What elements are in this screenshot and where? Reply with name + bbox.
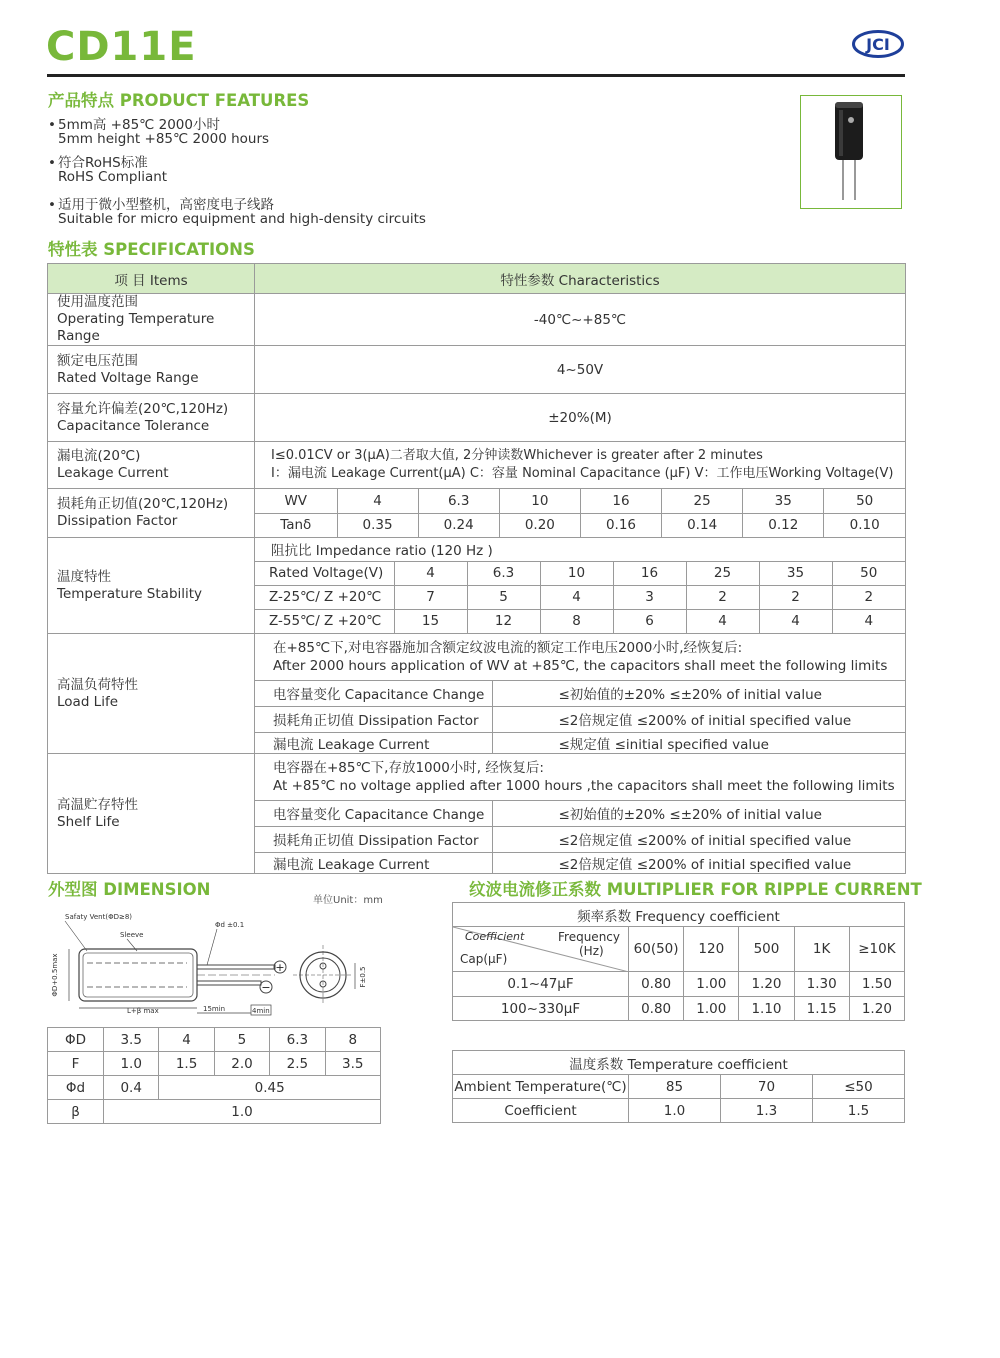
limit-value: ≤2倍规定值 ≤200% of initial specified value [492,706,905,732]
col-char-header: 特性参数 Characteristics [255,264,906,294]
temp-range-value: -40℃~+85℃ [255,294,906,346]
rv-value: 35 [759,561,832,585]
diameter-label: ΦD+0.5max [51,953,59,997]
z55-label: Z-55℃/ Z +20℃ [255,609,394,633]
limit-value: ≤2倍规定值 ≤200% of initial specified value [558,857,852,873]
dimension-table [47,1027,381,1124]
F-value: 1.5 [159,1052,214,1076]
limit-value: ≤规定值 ≤initial specified value [558,737,769,753]
row-label: 漏电流(20℃) Leakage Current [48,442,255,489]
load-life-cell [255,634,906,754]
wv-value: 6.3 [418,489,499,513]
row-label: 容量允许偏差(20℃,120Hz) Capacitance Tolerance [48,394,255,442]
z25-value: 5 [467,585,540,609]
multiplier-value: 1.00 [684,972,739,997]
multiplier-value: 1.20 [739,972,794,997]
table-row [48,754,906,874]
table-row [48,1028,381,1052]
diag-left: Coefficient [465,930,525,943]
table-row [48,538,906,634]
table-header-row [48,264,906,294]
cap-range: 100~330μF [453,997,629,1021]
col-items-header: 项 目 Items [48,264,255,294]
temperature-coefficient-table [452,1050,905,1123]
freq-value: 500 [739,927,794,972]
leakage-value: I≤0.01CV or 3(μA)二者取大值, 2分钟读数Whichever is greater after 2 minutes I：漏电流 Leakage Current(μA) C：容量 Nominal Capacitance (μF) V：工作电压Working Voltage(V) [255,442,906,489]
z55-value: 4 [759,609,832,633]
features-heading: 产品特点 PRODUCT FEATURES [48,91,310,110]
phiD-value: 5 [214,1028,269,1052]
multiplier-value: 1.15 [794,997,849,1021]
lead-length-label: 15min [203,1005,226,1013]
cap-range: 0.1~47μF [453,972,629,997]
ripple-table [452,902,905,1021]
diagonal-header [453,927,629,972]
rv-value: 10 [540,561,613,585]
phiD-value: 8 [325,1028,380,1052]
specifications-table [47,263,906,874]
phid-value: 0.4 [104,1076,159,1100]
z25-value: 2 [832,585,905,609]
beta-label: β [48,1100,104,1124]
dimension-heading: 外型图 DIMENSION [48,880,211,899]
coef-value: 1.3 [721,1099,813,1123]
header-rule [47,74,905,77]
coef-label: Coefficient [453,1099,629,1123]
rv-value: 4 [394,561,467,585]
table-row [48,1100,381,1124]
z25-value: 2 [759,585,832,609]
row-label: 损耗角正切值(20℃,120Hz) Dissipation Factor [48,489,255,538]
limit-label: 电容量变化 Capacitance Change [255,680,492,706]
limit-label: 损耗角正切值 Dissipation Factor [255,826,492,852]
page-title: CD11E [46,24,197,70]
table-row [48,346,906,394]
tan-value: 0.12 [743,513,824,537]
z25-label: Z-25℃/ Z +20℃ [255,585,394,609]
limit-label: 漏电流 Leakage Current [255,852,492,873]
limit-value: ≤初始值的±20% ≤±20% of initial value [492,800,905,826]
multiplier-value: 1.00 [684,997,739,1021]
vent-label: Safaty Vent(ΦD≥8) [65,913,133,921]
tan-value: 0.10 [849,517,880,534]
stability-cell [255,538,906,634]
lead-dia-label: Φd ±0.1 [215,921,245,929]
table-row [453,903,905,927]
table-row [453,927,905,972]
load-life-intro: 在+85℃下,对电容器施加含额定纹波电流的额定工作电压2000小时,经恢复后: After 2000 hours application of WV at +85℃, the capacitors shall meet the following limits [255,634,905,680]
beta-value: 1.0 [104,1100,381,1124]
F-value: 1.0 [104,1052,159,1076]
table-row [453,1051,905,1075]
z25-value: 2 [686,585,759,609]
phid-value: 0.45 [159,1076,381,1100]
temp-coef-title: 温度系数 Temperature coefficient [453,1051,905,1075]
table-row [453,972,905,997]
feature-1: • 5mm高 +85℃ 2000小时 [48,117,220,133]
tan-value: 0.24 [418,513,499,537]
feature-3: • 适用于微小型整机，高密度电子线路 [48,197,274,213]
limit-label: 漏电流 Leakage Current [255,732,492,753]
rv-value: 16 [613,561,686,585]
multiplier-value: 1.20 [849,997,904,1021]
multiplier-value: 0.80 [629,997,684,1021]
z55-value: 4 [686,609,759,633]
row-label: 使用温度范围 Operating Temperature Range [48,294,255,346]
freq-value: 60(50) [629,927,684,972]
tan-value: 0.35 [337,513,418,537]
temp-value: 85 [629,1075,721,1099]
product-photo [800,95,902,209]
wv-value: 25 [662,489,743,513]
coef-value: 1.5 [813,1099,905,1123]
F-label: F [48,1052,104,1076]
limit-value: ≤2倍规定值 ≤200% of initial specified value [492,826,905,852]
impedance-title: 阻抗比 Impedance ratio (120 Hz ) [255,538,905,561]
table-row [48,1052,381,1076]
F-value: 3.5 [325,1052,380,1076]
F-value: 2.5 [270,1052,325,1076]
dimension-drawing [47,905,387,1020]
freq-value: 120 [684,927,739,972]
row-label: 额定电压范围 Rated Voltage Range [48,346,255,394]
rv-value: 50 [832,561,905,585]
table-row [48,1076,381,1100]
rv-label: Rated Voltage(V) [255,561,394,585]
diag-top-unit: (Hz) [579,944,604,958]
phiD-label: ΦD [48,1028,104,1052]
table-row [48,634,906,754]
limit-label: 损耗角正切值 Dissipation Factor [255,706,492,732]
limit-label: 电容量变化 Capacitance Change [255,800,492,826]
svg-text:JCI: JCI [866,35,890,54]
feature-2: • 符合RoHS标准 [48,155,148,171]
unit-label: 单位Unit：mm [313,895,383,906]
multiplier-value: 0.80 [629,972,684,997]
z25-value: 7 [394,585,467,609]
table-row [48,294,906,346]
phid-label: Φd [48,1076,104,1100]
diag-top: Frequency [558,930,620,944]
table-row [48,489,906,538]
rv-value: 6.3 [467,561,540,585]
feature-1-en: 5mm height +85℃ 2000 hours [58,131,270,147]
tolerance-value: ±20%(M) [255,394,906,442]
multiplier-value: 1.10 [739,997,794,1021]
ripple-heading: 纹波电流修正系数 MULTIPLIER FOR RIPPLE CURRENT [469,880,922,899]
pitch-label: F±0.5 [359,966,367,988]
table-row [453,1099,905,1123]
table-row [48,394,906,442]
wv-value: 35 [743,489,824,513]
multiplier-value: 1.50 [849,972,904,997]
tan-value: 0.14 [662,513,743,537]
specs-heading: 特性表 SPECIFICATIONS [48,240,255,259]
wv-value: 10 [499,489,580,513]
z25-value: 4 [540,585,613,609]
tan-value: 0.16 [580,513,661,537]
amb-temp-label: Ambient Temperature(℃) [453,1075,629,1099]
temp-value: 70 [721,1075,813,1099]
z55-value: 4 [864,613,874,630]
rv-value: 25 [686,561,759,585]
sleeve-label: Sleeve [120,931,144,939]
tan-value: 0.20 [499,513,580,537]
wv-value: 16 [580,489,661,513]
z55-value: 15 [394,609,467,633]
coef-value: 1.0 [629,1099,721,1123]
multiplier-value: 1.30 [794,972,849,997]
row-label: 高温贮存特性 Shelf Life [48,754,255,874]
limit-value: ≤初始值的±20% ≤±20% of initial value [492,680,905,706]
feature-2-en: RoHS Compliant [58,169,168,185]
tan-label: Tanδ [255,513,337,537]
length-label: L+β max [127,1007,159,1015]
feature-3-en: Suitable for micro equipment and high-density circuits [58,211,426,227]
diag-bottom: Cap(μF) [460,952,508,966]
wv-value: 4 [337,489,418,513]
voltage-range-value: 4~50V [255,346,906,394]
z55-value: 12 [467,609,540,633]
row-label: 高温负荷特性 Load Life [48,634,255,754]
phiD-value: 6.3 [270,1028,325,1052]
phiD-value: 3.5 [104,1028,159,1052]
z55-value: 8 [540,609,613,633]
min4-label: 4min [252,1007,270,1015]
freq-title: 频率系数 Frequency coefficient [453,903,905,927]
shelf-life-cell [255,754,906,874]
wv-label: WV [255,489,337,513]
table-row [48,442,906,489]
z55-value: 6 [613,609,686,633]
row-label: 温度特性 Temperature Stability [48,538,255,634]
z25-value: 3 [613,585,686,609]
brand-logo [852,30,904,58]
freq-value: 1K [794,927,849,972]
F-value: 2.0 [214,1052,269,1076]
freq-value: ≥10K [849,927,904,972]
table-row [453,997,905,1021]
plus-icon: + [275,961,285,974]
table-row [453,1075,905,1099]
minus-icon: − [261,981,271,994]
dissipation-cell [255,489,906,538]
phiD-value: 4 [159,1028,214,1052]
shelf-life-intro: 电容器在+85℃下,存放1000小时, 经恢复后: At +85℃ no voltage applied after 1000 hours ,the capacitors shall meet the following limits [255,754,905,800]
temp-value: ≤50 [813,1075,905,1099]
wv-value: 50 [824,489,905,513]
